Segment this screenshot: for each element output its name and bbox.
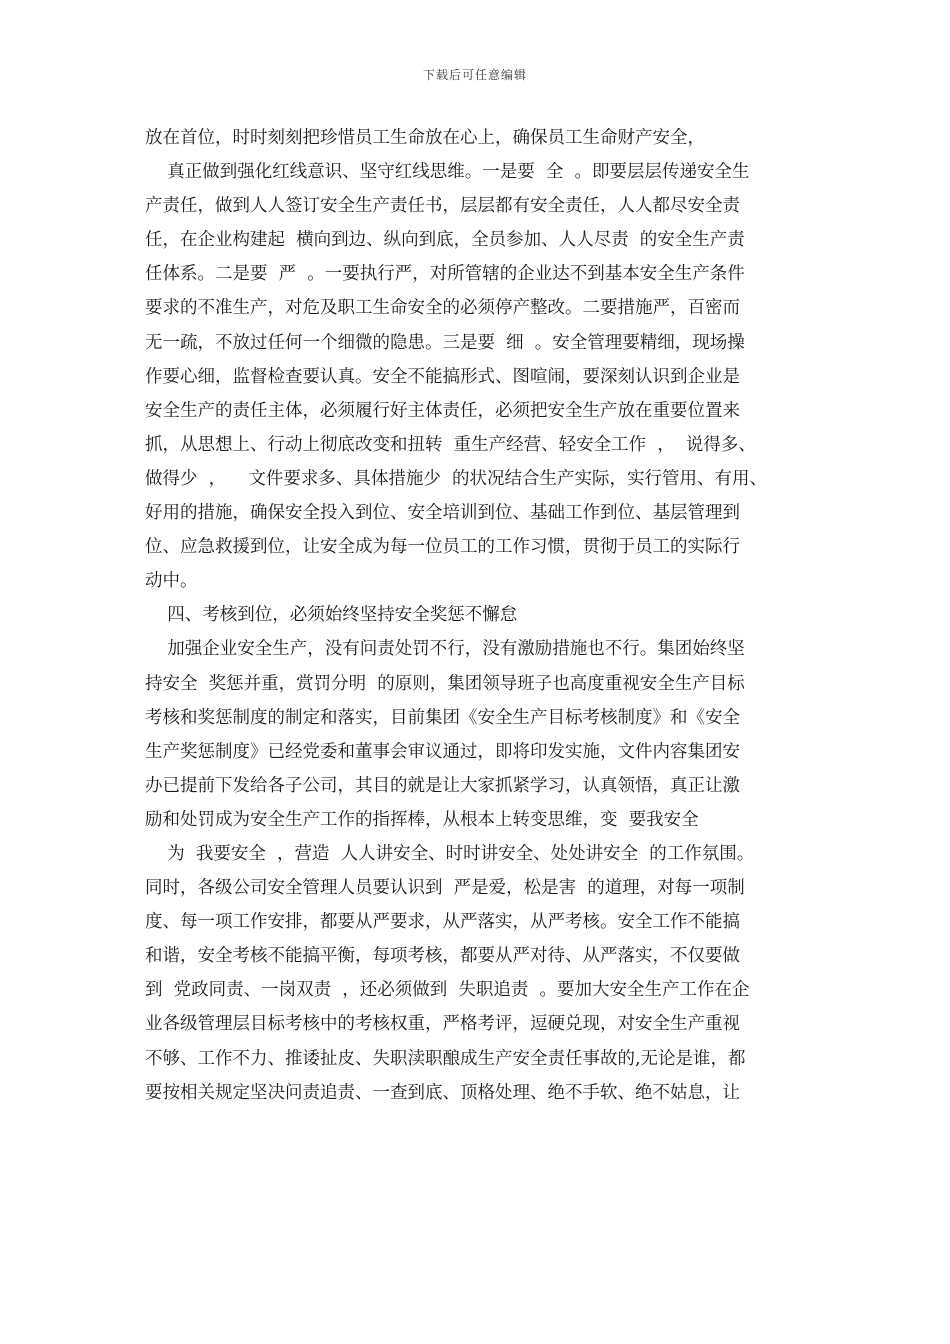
text-line: 任，在企业构建起 横向到边、纵向到底，全员参加、人人尽责 的安全生产责 — [145, 230, 745, 251]
text-line: 同时，各级公司安全管理人员要认识到 严是爱，松是害 的道理，对每一项制 — [145, 878, 745, 899]
text-line: 位、应急救援到位，让安全成为每一位员工的工作习惯，贯彻于员工的实际行 — [145, 537, 740, 558]
text-line: 励和处罚成为安全生产工作的指挥棒，从根本上转变思维，变 要我安全 — [145, 809, 699, 830]
text-line: 安全生产的责任主体，必须履行好主体责任，必须把安全生产放在重要位置来 — [145, 400, 740, 421]
text-line: 和谐，安全考核不能搞平衡，每项考核，都要从严对待、从严落实，不仅要做 — [145, 946, 740, 967]
text-line: 无一疏，不放过任何一个细微的隐患。三是要 细 。安全管理要精细，现场操 — [145, 332, 745, 353]
text-line: 办已提前下发给各子公司，其目的就是让大家抓紧学习，认真领悟，真正让激 — [145, 775, 740, 796]
text-line: 加强企业安全生产，没有问责处罚不行，没有激励措施也不行。集团始终坚 — [145, 639, 745, 660]
text-line: 抓，从思想上、行动上彻底改变和扭转 重生产经营、轻安全工作 ， 说得多、 — [145, 434, 756, 455]
page-header: 下载后可任意编辑 — [422, 68, 527, 82]
text-line: 考核和奖惩制度的制定和落实，目前集团《安全生产目标考核制度》和《安全 — [145, 707, 740, 728]
text-line: 为 我要安全 ，营造 人人讲安全、时时讲安全、处处讲安全 的工作氛围。 — [145, 843, 755, 864]
text-line: 做得少 ， 文件要求多、具体措施少 的状况结合生产实际，实行管用、有用、 — [145, 468, 767, 489]
text-line: 放在首位，时时刻刻把珍惜员工生命放在心上，确保员工生命财产安全， — [145, 128, 705, 148]
document-body — [145, 121, 807, 1110]
section-heading: 四、考核到位，必须始终坚持安全奖惩不懈怠 — [145, 605, 518, 626]
text-line: 要求的不准生产，对危及职工生命安全的必须停产整改。二要措施严，百密而 — [145, 298, 740, 319]
text-line: 持安全 奖惩并重，赏罚分明 的原则，集团领导班子也高度重视安全生产目标 — [145, 673, 745, 694]
text-line: 真正做到强化红线意识、坚守红线思维。一是要 全 。即要层层传递安全生 — [145, 162, 750, 183]
text-line: 产责任，做到人人签订安全生产责任书，层层都有安全责任，人人都尽安全责 — [145, 196, 740, 217]
text-line: 业各级管理层目标考核中的考核权重，严格考评，逗硬兑现，对安全生产重视 — [145, 1014, 740, 1035]
text-line: 生产奖惩制度》已经党委和董事会审议通过，即将印发实施，文件内容集团安 — [145, 741, 740, 762]
text-line: 任体系。二是要 严 。一要执行严，对所管辖的企业达不到基本安全生产条件 — [145, 264, 745, 285]
text-line: 好用的措施，确保安全投入到位、安全培训到位、基础工作到位、基层管理到 — [145, 503, 740, 524]
text-line: 不够、工作不力、推诿扯皮、失职渎职酿成生产安全责任事故的,无论是谁，都 — [145, 1048, 746, 1069]
text-line: 要按相关规定坚决问责追责、一查到底、顶格处理、绝不手软、绝不姑息，让 — [145, 1082, 740, 1103]
text-line: 作要心细，监督检查要认真。安全不能搞形式、图喧闹，要深刻认识到企业是 — [145, 366, 740, 387]
text-line: 度、每一项工作安排，都要从严要求，从严落实，从严考核。安全工作不能搞 — [145, 912, 740, 933]
text-line: 到 党政同责、一岗双责 ，还必须做到 失职追责 。要加大安全生产工作在企 — [145, 980, 750, 1001]
text-line: 动中。 — [145, 571, 198, 592]
